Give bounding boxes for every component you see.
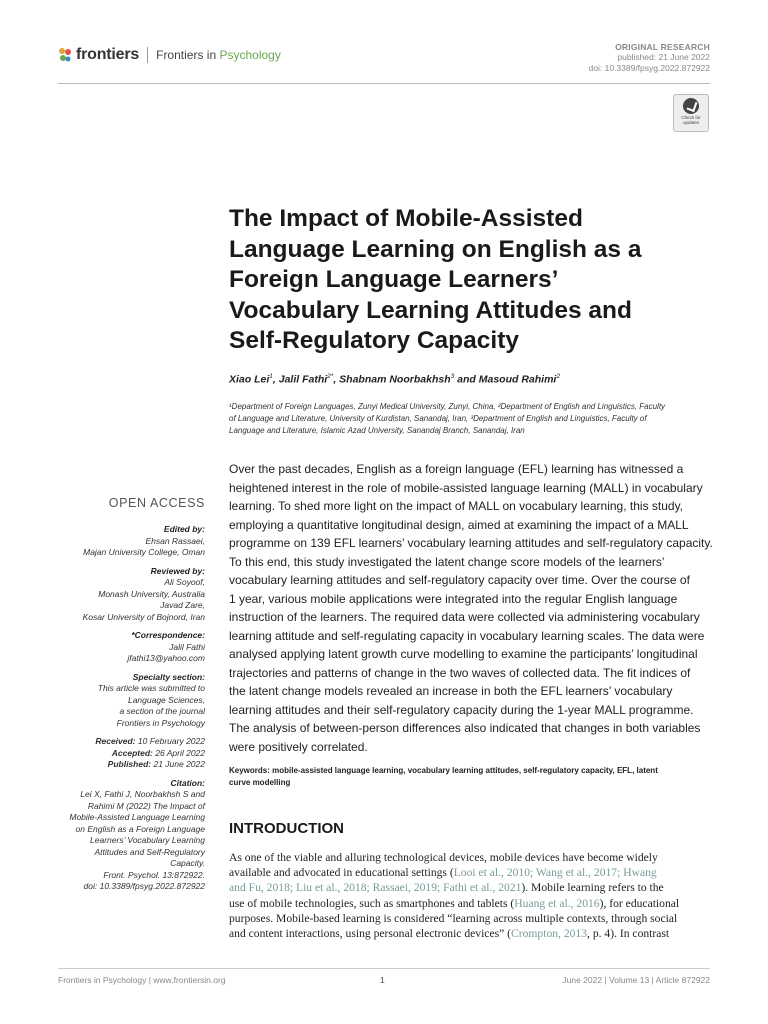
specialty-line: Language Sciences, xyxy=(127,694,205,705)
article-title xyxy=(229,204,699,357)
abstract-line: trajectories and patterns of change in the two waves of collected data. The fit indices of xyxy=(229,665,691,680)
check-updates-label-2: updates xyxy=(682,120,699,125)
citation-link[interactable]: and Fu, 2018; Liu et al., 2018; Rassaei, 2019; Fathi et al., 2021 xyxy=(229,881,522,895)
check-updates-label-1: Check for xyxy=(681,115,701,120)
check-for-updates-button[interactable] xyxy=(673,94,709,132)
body-text-segment: available and advocated in educational settings ( xyxy=(229,866,454,880)
affiliation-line: Language and Literature, Islamic Azad University, Sanandaj Branch, Sanandaj, Iran xyxy=(229,426,525,435)
brand-name: frontiers xyxy=(76,46,140,63)
footer-issue-info: June 2022 | Volume 13 | Article 872922 xyxy=(562,975,710,985)
frontiers-logo[interactable] xyxy=(58,46,281,64)
journal-name xyxy=(156,48,281,62)
author-affil-mark: 1 xyxy=(269,373,273,380)
abstract-line: were positively correlated. xyxy=(229,739,368,754)
keywords-line: curve modelling xyxy=(229,778,291,787)
correspondence-name: Jalil Fathi xyxy=(169,641,205,652)
date-label: Accepted: xyxy=(111,747,153,758)
author-name[interactable]: Shabnam Noorbakhsh xyxy=(339,373,451,386)
author-separator: , xyxy=(333,373,340,386)
author-separator: , xyxy=(272,373,279,386)
title-line: The Impact of Mobile-Assisted xyxy=(229,205,583,232)
correspondence-section xyxy=(25,630,205,665)
body-text-segment: and content interactions, using personal electronic devices” ( xyxy=(229,927,512,941)
specialty-heading: Specialty section: xyxy=(132,671,205,682)
author-separator: and xyxy=(454,373,479,386)
reviewer-line[interactable]: Javad Zare, xyxy=(160,600,205,610)
keywords-line: Keywords: mobile-assisted language learning, vocabulary learning attitudes, self-regulatory capacity, EFL, latent xyxy=(229,766,658,775)
reviewer-line: Monash University, Australia xyxy=(98,588,205,599)
citation-line: on English as a Foreign Language xyxy=(75,823,205,834)
article-doi[interactable]: doi: 10.3389/fpsyg.2022.872922 xyxy=(588,63,710,73)
citation-link[interactable]: Huang et al., 2016 xyxy=(514,896,600,910)
citation-line: Learners’ Vocabulary Learning xyxy=(90,835,205,845)
specialty-line: This article was submitted to xyxy=(97,683,205,693)
journal-name-accent: Psychology xyxy=(219,48,281,62)
body-text-segment: As one of the viable and alluring technological devices, mobile devices have become widely xyxy=(229,851,658,864)
abstract-line: 1 year, various mobile applications were integrated into the regular English language xyxy=(229,591,678,606)
logo-divider xyxy=(147,47,148,63)
abstract-line: the latent change models revealed an increase in both the EFL learners’ vocabulary xyxy=(229,684,673,698)
header-divider xyxy=(58,83,710,84)
date-label: Received: xyxy=(95,736,136,746)
abstract xyxy=(229,460,713,756)
date-value: 21 June 2022 xyxy=(151,759,205,769)
date-value: 26 April 2022 xyxy=(152,747,205,758)
author-affil-mark: 3 xyxy=(450,373,455,380)
citation-heading: Citation: xyxy=(170,777,205,788)
reviewed-by-heading: Reviewed by: xyxy=(150,565,205,576)
citation-doi[interactable]: doi: 10.3389/fpsyg.2022.872922 xyxy=(83,881,205,891)
body-text-segment: ). Mobile learning refers to the xyxy=(521,881,664,895)
introduction-heading: INTRODUCTION xyxy=(229,820,344,837)
edited-by-section xyxy=(25,524,205,559)
body-text-segment: use of mobile technologies, such as smartphones and tablets ( xyxy=(229,896,515,910)
title-line: Language Learning on English as a xyxy=(229,235,642,263)
introduction-body xyxy=(229,850,713,941)
footer-divider xyxy=(58,968,710,969)
citation-link[interactable]: Crompton, 2013 xyxy=(511,927,588,941)
date-value: 10 February 2022 xyxy=(135,736,205,746)
title-line: Foreign Language Learners’ xyxy=(229,266,559,293)
body-line xyxy=(229,880,713,895)
abstract-line: learning attitude and self-regulating capacity in vocabulary learning scales. The data were xyxy=(229,628,705,643)
body-text-segment: , p. 4). In contrast xyxy=(587,927,670,941)
editor-line: Majan University College, Oman xyxy=(83,547,205,557)
body-text-segment: purposes. Mobile-based learning is considered “learning across multiple contexts, through social xyxy=(229,911,678,925)
date-received xyxy=(25,736,205,748)
abstract-line: employing a quantitative longitudinal design, aimed at examining the impact of a MALL xyxy=(229,517,689,532)
correspondence-heading: *Correspondence: xyxy=(131,630,205,640)
keywords xyxy=(229,765,714,789)
article-meta xyxy=(589,42,710,74)
body-line xyxy=(229,896,713,911)
body-line xyxy=(229,926,713,941)
citation-line: Attitudes and Self-Regulatory xyxy=(94,846,205,857)
citation-line: Mobile-Assisted Language Learning xyxy=(69,812,205,822)
citation-line: Front. Psychol. 13:872922. xyxy=(103,869,205,880)
citation-section xyxy=(25,778,205,893)
citation-line: Rahimi M (2022) The Impact of xyxy=(87,800,205,811)
footer-journal-link[interactable]: Frontiers in Psychology | www.frontiersin.org xyxy=(58,975,226,985)
date-label: Published: xyxy=(107,759,152,769)
specialty-line: a section of the journal xyxy=(119,706,205,716)
correspondence-email[interactable]: jfathi13@yahoo.com xyxy=(127,653,205,663)
body-line xyxy=(229,865,713,880)
body-text-segment: ), for educational xyxy=(599,896,680,910)
open-access-label: OPEN ACCESS xyxy=(108,496,205,510)
date-accepted xyxy=(25,748,205,760)
abstract-line: programme on 139 EFL learners’ vocabulary learning attitudes and self-regulatory capacity. xyxy=(229,536,713,550)
article-type: ORIGINAL RESEARCH xyxy=(615,42,710,52)
abstract-line: instruction of the learners. The required data were collected via administering vocabulary xyxy=(229,610,700,624)
dates-section xyxy=(25,736,205,771)
published-date: published: 21 June 2022 xyxy=(617,52,710,62)
abstract-line: learning attitudes and their self-regulatory capacity during the 1-year MALL programme. xyxy=(229,702,694,717)
author-affil-mark: 2 xyxy=(556,373,560,380)
author-affil-mark: 2* xyxy=(327,373,334,380)
author-list xyxy=(229,373,560,386)
body-line xyxy=(229,850,713,865)
citation-line: Lei X, Fathi J, Noorbakhsh S and xyxy=(80,789,205,799)
reviewer-line: Kosar University of Bojnord, Iran xyxy=(82,611,205,622)
abstract-line: Over the past decades, English as a foreign language (EFL) learning has witnessed a xyxy=(229,462,684,476)
title-line: Vocabulary Learning Attitudes and xyxy=(229,296,632,324)
abstract-line: The analysis of between-person differences also indicated that changes in both variables xyxy=(229,721,701,735)
reviewer-line[interactable]: Ali Soyoof, xyxy=(164,577,205,587)
abstract-line: vocabulary learning attitudes and self-regulatory capacity over time. Over the course of xyxy=(229,573,690,587)
body-line xyxy=(229,911,713,926)
affiliation-line: of Language and Literature, University of Kurdistan, Sanandaj, Iran, ³Department of English and Linguistics, Faculty of xyxy=(229,414,647,423)
affiliation-line: ¹Department of Foreign Languages, Zunyi Medical University, Zunyi, China, ²Department of English and Linguistics, Faculty xyxy=(229,402,666,411)
author-name[interactable]: Jalil Fathi xyxy=(278,373,328,386)
date-published xyxy=(25,759,205,771)
specialty-section xyxy=(25,672,205,730)
page-number: 1 xyxy=(380,975,385,985)
abstract-line: To this end, this study investigated the latent change score models of the learners’ xyxy=(229,554,665,569)
check-updates-icon xyxy=(683,98,699,114)
title-line: Self-Regulatory Capacity xyxy=(229,327,519,354)
frontiers-logo-icon xyxy=(58,47,72,63)
affiliations xyxy=(229,401,709,437)
abstract-line: learning. To shed more light on the impact of MALL on vocabulary learning, this study, xyxy=(229,499,684,513)
citation-line: Capacity. xyxy=(170,858,205,868)
article-info-sidebar xyxy=(25,496,205,900)
abstract-line: heightened interest in the role of mobile-assisted language learning (MALL) in vocabulary xyxy=(229,480,703,495)
citation-link[interactable]: Looi et al., 2010; Wang et al., 2017; Hwang xyxy=(453,866,657,880)
specialty-line: Frontiers in Psychology xyxy=(116,717,205,728)
author-name[interactable]: Xiao Lei xyxy=(229,373,270,386)
journal-prefix: Frontiers in xyxy=(156,48,220,62)
author-name[interactable]: Masoud Rahimi xyxy=(478,373,557,386)
abstract-line: analysed applying latent growth curve modelling to examine the participants’ longitudinal xyxy=(229,647,698,661)
editor-line[interactable]: Ehsan Rassaei, xyxy=(145,535,205,546)
reviewed-by-section xyxy=(25,566,205,624)
edited-by-heading: Edited by: xyxy=(163,524,205,534)
